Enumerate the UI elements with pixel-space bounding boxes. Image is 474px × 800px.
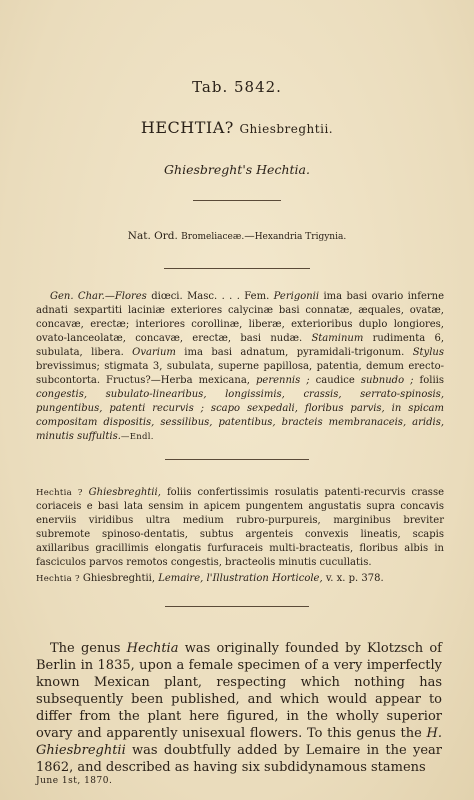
divider-1 [193,200,281,201]
publication-date: June 1st, 1870. [36,776,113,786]
genus-name: HECHTIA? [140,118,234,137]
gc-text-4: ima basi adnatum, pyramidali-trigonum. [175,347,413,358]
nat-ord-prefix: Nat. Ord. [127,230,178,242]
plant-title [0,118,474,137]
gc-label: Gen. Char. [50,291,105,302]
gc-text-8: congestis, subulato-linearibus, longissimis, crassis, serrato-spinosis, pungentibus, patenti recurvis ; scapo sexpedali, floribus parvis, in spicam compositam dispositis, sessilibus, patentibus, bracteis membranaceis, aridis, minutis suffultis. [36,389,444,442]
gc-text-1: diœci. Masc. . . . Fem. [146,291,274,302]
diag-text: foliis confertissimis rosulatis patenti-recurvis crasse coriaceis e basi lata sensim in apicem pungentem angustatis supra concavis enerviis viridibus ultra medium rubro-purpureis, marginibus breviter subremote spinoso-dentatis, subtus argenteis convexis lineatis, scapis axillaribus gracillimis elongatis furfuraceis multi-bracteatis, floribus albis in fasciculos parvos remotos congestis, bracteolis minutis cucullatis. [36,487,444,568]
diagnosis [36,486,444,570]
gc-endl: —Endl. [120,432,154,442]
divider-2 [164,268,310,269]
gc-stylus: Stylus [412,347,444,358]
generic-character [36,290,444,444]
gc-staminum: Staminum [311,333,364,344]
ref-genus: Hechtia ? [36,574,83,584]
body-text-2: was originally founded by Klotzsch of Berlin in 1835, upon a female specimen of a very imperfectly known Mexican plant, respecting which nothing has subsequently been published, and which would appear to differ from the plant here figured, in the wholly superior ovary and apparently unisexual flowers. To this genus the [36,641,442,741]
ref-species: Ghiesbreghtii, [82,573,159,584]
nat-ord-sep: — [244,230,255,242]
gc-text-2: ima basi ovario inferne adnati sexpartiti laciniæ exteriores calycinæ basi connatæ, æquales, ovatæ, concavæ, erectæ; interiores corollinæ, liberæ, exterioribus duplo longiores, ovato-lanceolatæ, concavæ, erectæ, basi nudæ. [36,291,444,344]
gc-dash: — [104,291,115,302]
gc-text-7: foliis [413,375,444,386]
divider-3 [165,459,309,460]
body-paragraph [36,640,442,776]
gc-perennis: perennis ; [256,375,310,386]
common-name: Ghiesbreght's Hechtia. [164,162,310,177]
species-name: Ghiesbreghtii. [239,122,334,136]
gc-subnudo: subnudo ; [360,375,414,386]
nat-ord-class: Hexandria Trigynia. [254,232,347,242]
gc-text-5: brevissimus; stigmata 3, subulata, superne papillosa, patentia, demum erecto-subcontorta. Fructus?—Herba mexicana, [36,361,444,386]
natural-order [0,230,474,242]
gc-text-6: caudice [309,375,361,386]
gc-perigonii: Perigonii [273,291,320,302]
ref-source: Lemaire, l'Illustration Horticole, [158,573,323,584]
gc-flores: Flores [114,291,147,302]
diag-genus: Hechtia ? [36,488,89,498]
body-text-3: was doubtfully added by Lemaire in the year 1862, and described as having six subdidynamous stamens [36,743,442,775]
plate-number: Tab. 5842. [192,78,282,96]
gc-ovarium: Ovarium [132,347,176,358]
gc-text-3: rudimenta 6, subulata, libera. [36,333,444,358]
diag-species: Ghiesbreghtii, [88,487,161,498]
divider-4 [165,606,309,607]
body-genus: Hechtia [126,641,179,656]
reference [36,573,444,584]
ref-volume: v. x. p. 378. [322,573,384,584]
nat-ord-order: Bromeliaceæ. [181,232,245,242]
body-species: H. Ghiesbreghtii [36,726,442,758]
body-text-1: The genus [50,641,127,656]
